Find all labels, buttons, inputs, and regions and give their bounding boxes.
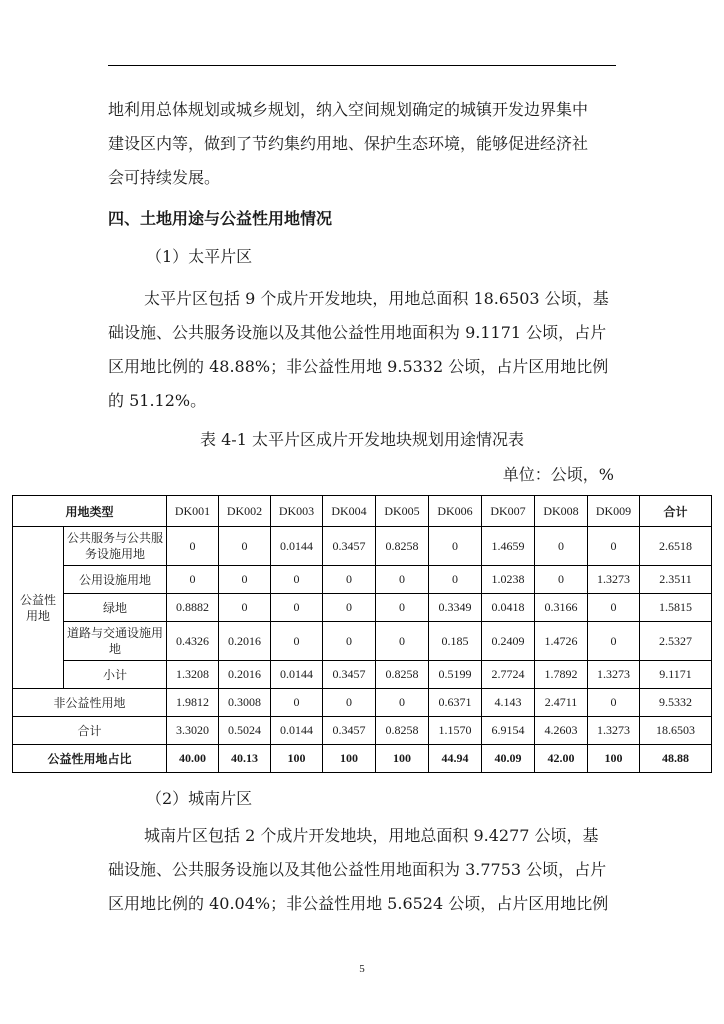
table-cell: 0 [429, 566, 482, 594]
table-cell: 0.8258 [376, 527, 429, 566]
table-cell: 0 [376, 566, 429, 594]
table-cell: 2.4711 [535, 689, 588, 717]
table-cell: 0.0144 [271, 717, 323, 745]
table-cell-total: 2.6518 [640, 527, 712, 566]
table-header-row [13, 496, 712, 527]
table-caption: 表 4-1 太平片区成片开发地块规划用途情况表 [200, 430, 524, 449]
taiping-line: 太平片区包括 9 个成片开发地块，用地总面积 18.6503 公顷，基 [144, 289, 609, 308]
table-row [13, 566, 712, 594]
table-cell: 1.3273 [588, 566, 640, 594]
table-cell: 0 [376, 689, 429, 717]
table-cell: 1.9812 [167, 689, 219, 717]
table-cell: 0.0144 [271, 661, 323, 689]
table-cell: 0.3166 [535, 594, 588, 622]
table-cell: 0.185 [429, 622, 482, 661]
row-label: 小计 [64, 661, 167, 689]
table-cell: 0 [167, 527, 219, 566]
header-dk: DK007 [482, 496, 535, 527]
table-cell-total: 1.5815 [640, 594, 712, 622]
table-cell: 40.00 [167, 745, 219, 773]
table-cell-total: 2.5327 [640, 622, 712, 661]
row-label: 公益性用地占比 [13, 745, 167, 773]
table-cell: 100 [376, 745, 429, 773]
table-cell: 0.0418 [482, 594, 535, 622]
table-row [13, 689, 712, 717]
table-cell: 0 [219, 566, 271, 594]
intro-line: 建设区内等，做到了节约集约用地、保护生态环境，能够促进经济社 [108, 134, 589, 153]
table-cell: 0.3457 [323, 661, 376, 689]
table-cell: 40.09 [482, 745, 535, 773]
table-cell-total: 9.5332 [640, 689, 712, 717]
header-dk: DK008 [535, 496, 588, 527]
table-cell: 0.2016 [219, 622, 271, 661]
header-dk: DK001 [167, 496, 219, 527]
table-cell: 0 [167, 566, 219, 594]
table-cell: 0 [323, 566, 376, 594]
table-cell: 1.4726 [535, 622, 588, 661]
header-dk: DK004 [323, 496, 376, 527]
table-cell: 0 [588, 689, 640, 717]
chengnan-line: 区用地比例的 40.04%；非公益性用地 5.6524 公顷，占片区用地比例 [108, 894, 609, 913]
table-unit: 单位：公顷，% [502, 465, 614, 484]
table-cell: 3.3020 [167, 717, 219, 745]
intro-line: 地利用总体规划或城乡规划，纳入空间规划确定的城镇开发边界集中 [108, 100, 589, 119]
header-total: 合计 [640, 496, 712, 527]
table-cell: 4.2603 [535, 717, 588, 745]
table-cell: 0.8258 [376, 661, 429, 689]
row-label: 非公益性用地 [13, 689, 167, 717]
table-cell: 0 [323, 594, 376, 622]
table-cell: 0 [535, 527, 588, 566]
table-cell-total: 9.1171 [640, 661, 712, 689]
table-cell: 0.3008 [219, 689, 271, 717]
table-cell: 0.8258 [376, 717, 429, 745]
land-use-table [12, 495, 712, 773]
table-row [13, 745, 712, 773]
table-cell: 0 [271, 594, 323, 622]
row-label: 道路与交通设施用地 [64, 622, 167, 661]
table-cell: 0 [588, 594, 640, 622]
table-cell: 1.4659 [482, 527, 535, 566]
row-label: 合计 [13, 717, 167, 745]
table-cell: 40.13 [219, 745, 271, 773]
table-cell: 0.3457 [323, 717, 376, 745]
table-cell-total: 18.6503 [640, 717, 712, 745]
table-cell: 0 [271, 566, 323, 594]
taiping-line: 区用地比例的 48.88%；非公益性用地 9.5332 公顷，占片区用地比例 [108, 357, 609, 376]
taiping-line: 础设施、公共服务设施以及其他公益性用地面积为 9.1171 公顷，占片 [108, 323, 607, 342]
table-cell: 0 [376, 594, 429, 622]
chengnan-paragraph [108, 819, 616, 921]
table-cell: 0.4326 [167, 622, 219, 661]
table-cell: 1.3208 [167, 661, 219, 689]
row-label: 公用设施用地 [64, 566, 167, 594]
header-dk: DK005 [376, 496, 429, 527]
table-cell: 100 [323, 745, 376, 773]
table-cell: 0.5199 [429, 661, 482, 689]
header-dk: DK003 [271, 496, 323, 527]
table-cell: 0.3457 [323, 527, 376, 566]
table-row [13, 594, 712, 622]
header-land-type: 用地类型 [13, 496, 167, 527]
table-cell: 0 [535, 566, 588, 594]
intro-paragraph [108, 93, 616, 195]
row-label: 绿地 [64, 594, 167, 622]
table-cell: 0 [376, 622, 429, 661]
table-cell: 1.3273 [588, 717, 640, 745]
table-cell: 0.2409 [482, 622, 535, 661]
page-number: 5 [359, 963, 365, 975]
table-cell: 1.3273 [588, 661, 640, 689]
chengnan-line: 城南片区包括 2 个成片开发地块，用地总面积 9.4277 公顷，基 [144, 826, 599, 845]
taiping-paragraph [108, 282, 616, 418]
table-cell: 0 [429, 527, 482, 566]
table-cell: 0 [219, 527, 271, 566]
table-row [13, 527, 712, 566]
header-rule [108, 65, 616, 66]
taiping-line: 的 51.12%。 [108, 391, 207, 410]
table-cell: 4.143 [482, 689, 535, 717]
subsection-chengnan: （2）城南片区 [146, 789, 253, 808]
table-cell-total: 2.3511 [640, 566, 712, 594]
table-cell: 0 [219, 594, 271, 622]
table-cell: 6.9154 [482, 717, 535, 745]
table-cell: 0.5024 [219, 717, 271, 745]
table-cell: 0.6371 [429, 689, 482, 717]
table-cell: 44.94 [429, 745, 482, 773]
table-cell: 0.8882 [167, 594, 219, 622]
table-cell: 0 [323, 689, 376, 717]
table-row [13, 661, 712, 689]
table-cell-total: 48.88 [640, 745, 712, 773]
table-cell: 0 [588, 527, 640, 566]
header-dk: DK009 [588, 496, 640, 527]
table-cell: 0 [323, 622, 376, 661]
table-cell: 1.7892 [535, 661, 588, 689]
table-cell: 0.0144 [271, 527, 323, 566]
chengnan-line: 础设施、公共服务设施以及其他公益性用地面积为 3.7753 公顷，占片 [108, 860, 607, 879]
table-cell: 100 [271, 745, 323, 773]
table-cell: 0 [271, 689, 323, 717]
table-cell: 42.00 [535, 745, 588, 773]
row-label: 公共服务与公共服务设施用地 [64, 527, 167, 566]
group-public-label: 公益性用地 [13, 527, 64, 689]
intro-line: 会可持续发展。 [108, 168, 221, 187]
section-heading: 四、土地用途与公益性用地情况 [108, 209, 333, 228]
table-cell: 0.2016 [219, 661, 271, 689]
subsection-taiping: （1）太平片区 [146, 247, 253, 266]
table-row [13, 622, 712, 661]
table-cell: 1.0238 [482, 566, 535, 594]
table-cell: 0 [588, 622, 640, 661]
table-row [13, 717, 712, 745]
table-cell: 1.1570 [429, 717, 482, 745]
table-cell: 2.7724 [482, 661, 535, 689]
table-cell: 0 [271, 622, 323, 661]
table-cell: 0.3349 [429, 594, 482, 622]
header-dk: DK006 [429, 496, 482, 527]
header-dk: DK002 [219, 496, 271, 527]
table-cell: 100 [588, 745, 640, 773]
